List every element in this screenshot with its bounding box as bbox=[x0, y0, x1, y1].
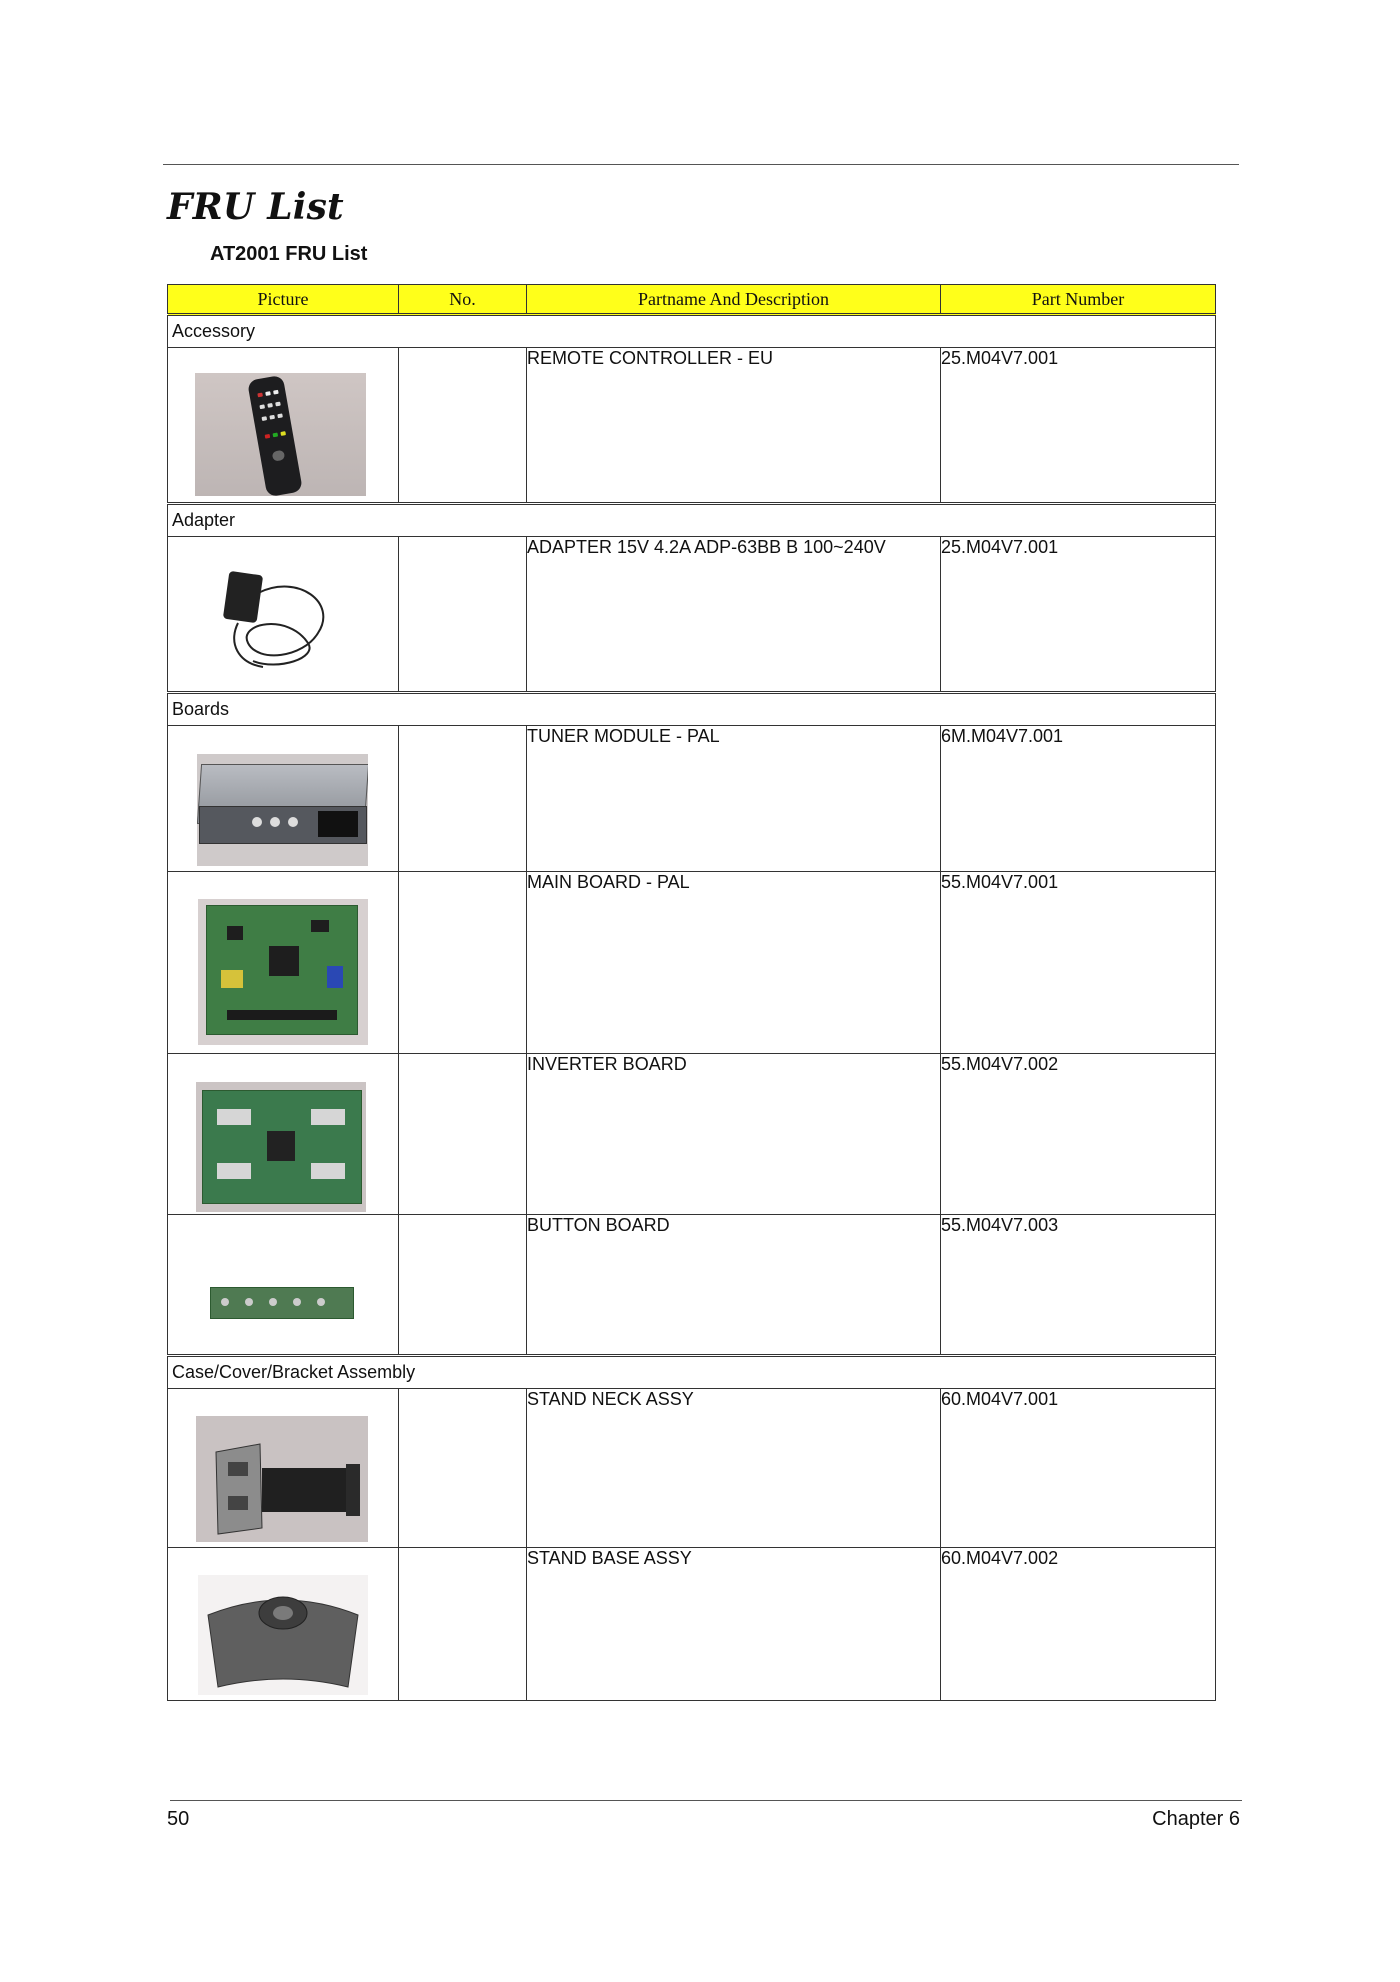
button-board-photo bbox=[194, 1243, 366, 1351]
part-number-cell: 6M.M04V7.001 bbox=[941, 726, 1216, 872]
no-cell bbox=[399, 348, 527, 504]
section-label: Accessory bbox=[168, 315, 1216, 348]
column-header-description: Partname And Description bbox=[527, 285, 941, 315]
column-header-picture: Picture bbox=[168, 285, 399, 315]
picture-cell bbox=[168, 348, 399, 504]
description-cell: STAND NECK ASSY bbox=[527, 1389, 941, 1548]
remote-controller-photo bbox=[195, 373, 366, 496]
description-cell: REMOTE CONTROLLER - EU bbox=[527, 348, 941, 504]
main-board-photo bbox=[198, 899, 368, 1045]
section-label: Boards bbox=[168, 693, 1216, 726]
part-number-cell: 25.M04V7.001 bbox=[941, 537, 1216, 693]
stand-neck-photo bbox=[196, 1416, 368, 1542]
part-number-cell: 60.M04V7.002 bbox=[941, 1548, 1216, 1701]
picture-cell bbox=[168, 1054, 399, 1215]
description-cell: BUTTON BOARD bbox=[527, 1215, 941, 1356]
no-cell bbox=[399, 1548, 527, 1701]
description-cell: MAIN BOARD - PAL bbox=[527, 872, 941, 1054]
column-header-part-number: Part Number bbox=[941, 285, 1216, 315]
table-header-row bbox=[168, 285, 1216, 315]
part-number-cell: 55.M04V7.002 bbox=[941, 1054, 1216, 1215]
no-cell bbox=[399, 537, 527, 693]
power-adapter-photo bbox=[218, 563, 342, 675]
table-row bbox=[168, 1548, 1216, 1701]
section-label: Case/Cover/Bracket Assembly bbox=[168, 1356, 1216, 1389]
no-cell bbox=[399, 1215, 527, 1356]
stand-base-photo bbox=[198, 1575, 368, 1695]
picture-cell bbox=[168, 872, 399, 1054]
description-cell: STAND BASE ASSY bbox=[527, 1548, 941, 1701]
part-number-cell: 55.M04V7.003 bbox=[941, 1215, 1216, 1356]
table-row bbox=[168, 1215, 1216, 1356]
description-cell: INVERTER BOARD bbox=[527, 1054, 941, 1215]
fru-table bbox=[167, 284, 1216, 1701]
section-row-case-cover-bracket bbox=[168, 1356, 1216, 1389]
footer-rule bbox=[170, 1800, 1242, 1801]
section-row-boards bbox=[168, 693, 1216, 726]
section-row-accessory bbox=[168, 315, 1216, 348]
column-header-no: No. bbox=[399, 285, 527, 315]
section-label: Adapter bbox=[168, 504, 1216, 537]
table-row bbox=[168, 726, 1216, 872]
picture-cell bbox=[168, 1389, 399, 1548]
remote-body bbox=[247, 375, 303, 496]
part-number-cell: 25.M04V7.001 bbox=[941, 348, 1216, 504]
section-row-adapter bbox=[168, 504, 1216, 537]
picture-cell bbox=[168, 1548, 399, 1701]
no-cell bbox=[399, 872, 527, 1054]
description-cell: ADAPTER 15V 4.2A ADP-63BB B 100~240V bbox=[527, 537, 941, 693]
no-cell bbox=[399, 726, 527, 872]
table-row bbox=[168, 872, 1216, 1054]
no-cell bbox=[399, 1389, 527, 1548]
page-title: FRU List bbox=[167, 186, 344, 228]
picture-cell bbox=[168, 1215, 399, 1356]
part-number-cell: 60.M04V7.001 bbox=[941, 1389, 1216, 1548]
table-row bbox=[168, 537, 1216, 693]
table-subtitle: AT2001 FRU List bbox=[210, 243, 368, 265]
picture-cell bbox=[168, 726, 399, 872]
part-number-cell: 55.M04V7.001 bbox=[941, 872, 1216, 1054]
table-row bbox=[168, 1389, 1216, 1548]
table-row bbox=[168, 348, 1216, 504]
picture-cell bbox=[168, 537, 399, 693]
table-row bbox=[168, 1054, 1216, 1215]
description-cell: TUNER MODULE - PAL bbox=[527, 726, 941, 872]
footer-page-number: 50 bbox=[167, 1808, 190, 1830]
no-cell bbox=[399, 1054, 527, 1215]
tuner-module-photo bbox=[197, 754, 368, 866]
footer-chapter: Chapter 6 bbox=[1152, 1808, 1240, 1830]
inverter-board-photo bbox=[196, 1082, 366, 1212]
top-rule bbox=[163, 164, 1239, 165]
